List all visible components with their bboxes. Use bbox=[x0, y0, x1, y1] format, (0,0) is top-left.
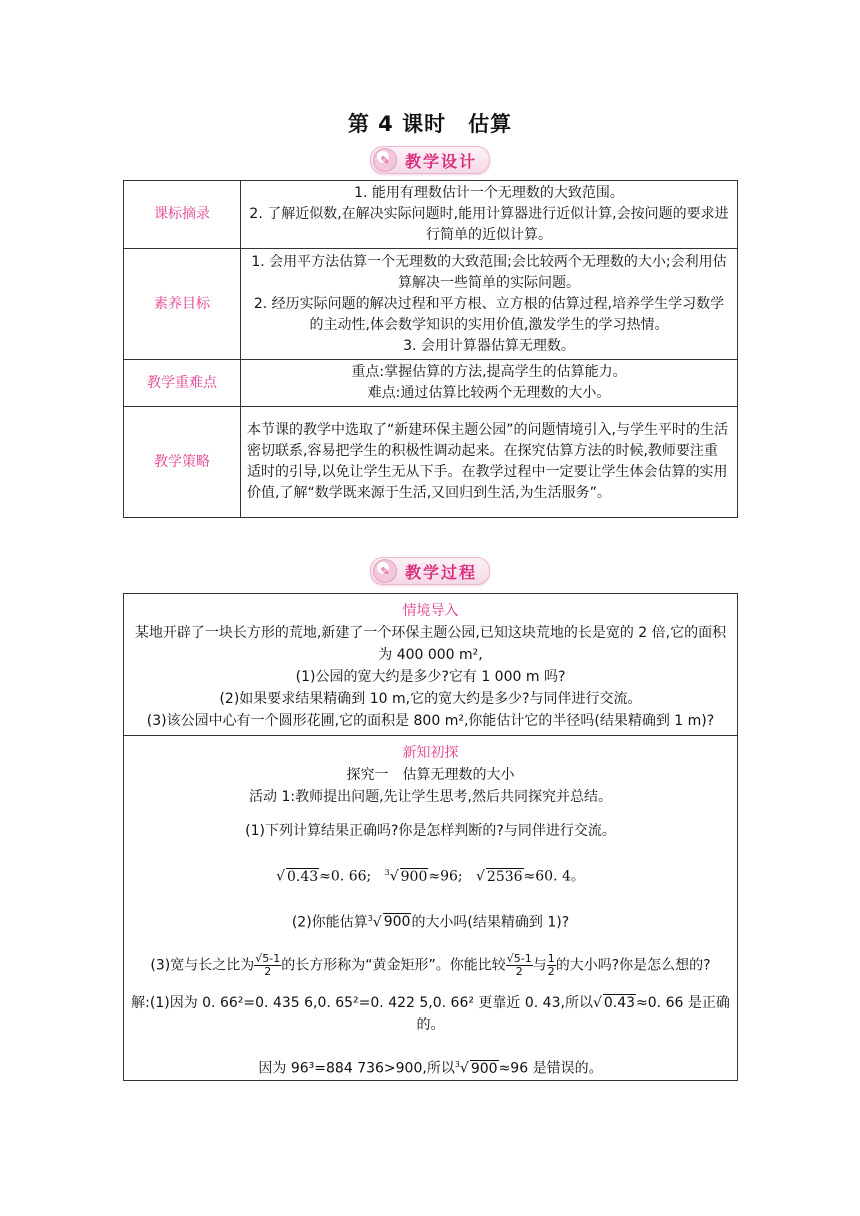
radicand: 0.43 bbox=[287, 868, 319, 885]
expr-text: ≈96; bbox=[428, 868, 463, 885]
banner-label: 教学过程 bbox=[405, 562, 478, 582]
table-row bbox=[124, 407, 738, 518]
text-line: 2. 了解近似数,在解决实际问题时,能用计算器进行近似计算,会按问题的要求进行简单的近似计算。 bbox=[249, 206, 729, 243]
row-head: 课标摘录 bbox=[124, 181, 241, 249]
text: 因为 96³=884 736>900,所以 bbox=[258, 1060, 455, 1077]
text-line: 难点:通过估算比较两个无理数的大小。 bbox=[367, 385, 611, 401]
text: ≈96 是错误的。 bbox=[498, 1060, 603, 1077]
expression-line: √ 0.43≈0. 66; $^3$√ 900≈96; √ 2536≈60. 4。 bbox=[276, 868, 585, 885]
denominator: 2 bbox=[547, 965, 555, 979]
text-line: 本节课的教学中选取了“新建环保主题公园”的问题情境引入,与学生平时的生活密切联系,容易把学生的积极性调动起来。在探究估算方法的时候,教师要注重适时的引导,以免让学生无从下手。在教学过程中一定要让学生体会估算的实用价值,了解“数学既来源于生活,又回归到生活,为生活服务”。 bbox=[247, 422, 728, 501]
page-title: 第 4 课时 估算 bbox=[347, 112, 513, 136]
text-line: 1. 会用平方法估算一个无理数的大致范围;会比较两个无理数的大小;会利用估算解决一些简单的实际问题。 bbox=[251, 253, 727, 291]
book-icon: ✎ bbox=[373, 559, 397, 583]
root-index: 3 bbox=[384, 868, 390, 877]
book-icon: ✎ bbox=[373, 148, 397, 172]
text: 的长方形称为“黄金矩形”。你能比较 bbox=[281, 957, 506, 974]
denominator: 2 bbox=[515, 965, 523, 979]
problem-2: (2)你能估算$^3$√ 900的大小吗(结果精确到 1)? bbox=[291, 913, 570, 931]
row-content bbox=[241, 181, 738, 249]
radicand: 0.43 bbox=[603, 995, 636, 1012]
fraction bbox=[547, 953, 556, 978]
table-row bbox=[124, 181, 738, 249]
solution-1: 解:(1)因为 0. 66²=0. 435 6,0. 65²=0. 422 5,0. 66² 更靠近 0. 43,所以√ 0.43≈0. 66 是正确的。 bbox=[131, 995, 730, 1034]
denominator: 2 bbox=[264, 965, 272, 979]
banner-teaching-design bbox=[370, 146, 490, 174]
expr-text: ≈60. 4。 bbox=[523, 868, 585, 885]
numerator: 1 bbox=[547, 952, 555, 966]
text: (3)宽与长之比为 bbox=[150, 957, 255, 974]
text-line: 2. 经历实际问题的解决过程和平方根、立方根的估算过程,培养学生学习数学的主动性,体会数学知识的实用价值,激发学生的学习热情。 bbox=[253, 295, 725, 333]
fraction bbox=[506, 953, 533, 978]
numerator: √5-1 bbox=[506, 952, 532, 966]
table-row bbox=[124, 249, 738, 360]
text-line: 3. 会用计算器估算无理数。 bbox=[403, 337, 575, 354]
table-row bbox=[124, 360, 738, 407]
radicand: 900 bbox=[470, 1060, 498, 1077]
activity-text: 活动 1:教师提出问题,先让学生思考,然后共同探究并总结。 bbox=[249, 789, 612, 805]
text: 解:(1)因为 0. 66²=0. 435 6,0. 65²=0. 422 5,0. 66² 更靠近 0. 43,所以 bbox=[131, 995, 593, 1012]
expr-text: ≈0. 66; bbox=[319, 868, 372, 885]
problem-1: (1)下列计算结果正确吗?你是怎样判断的?与同伴进行交流。 bbox=[245, 823, 616, 839]
row-head: 教学策略 bbox=[124, 407, 241, 518]
row-head: 素养目标 bbox=[124, 249, 241, 360]
section-title: 新知初探 bbox=[402, 745, 459, 761]
problem-3 bbox=[124, 953, 737, 978]
question-2: (2)如果要求结果精确到 10 m,它的宽大约是多少?与同伴进行交流。 bbox=[219, 691, 642, 707]
row-head: 教学重难点 bbox=[124, 360, 241, 407]
radicand: 900 bbox=[400, 868, 428, 885]
intro-section bbox=[123, 593, 738, 736]
radicand: 900 bbox=[383, 914, 411, 931]
text: 的大小吗(结果精确到 1)? bbox=[411, 914, 570, 931]
numerator: √5-1 bbox=[255, 952, 281, 966]
design-table bbox=[123, 180, 738, 518]
question-3: (3)该公园中心有一个圆形花圃,它的面积是 800 m²,你能估计它的半径吗(结果精确到 1 m)? bbox=[146, 713, 715, 729]
text-line: 1. 能用有理数估计一个无理数的大致范围。 bbox=[354, 185, 624, 201]
text: 的大小吗?你是怎么想的? bbox=[555, 957, 711, 974]
row-content bbox=[241, 407, 738, 518]
new-knowledge-section bbox=[123, 735, 738, 1081]
fraction bbox=[254, 953, 281, 978]
text: 与 bbox=[532, 957, 547, 974]
banner-teaching-process bbox=[370, 557, 490, 585]
text: (2)你能估算 bbox=[291, 914, 368, 931]
section-title: 情境导入 bbox=[402, 603, 459, 619]
question-1: (1)公园的宽大约是多少?它有 1 000 m 吗? bbox=[295, 669, 566, 685]
row-content bbox=[241, 249, 738, 360]
banner-label: 教学设计 bbox=[405, 151, 478, 171]
explore-title: 探究一 估算无理数的大小 bbox=[346, 767, 515, 783]
radicand: 2536 bbox=[486, 868, 523, 885]
row-content bbox=[241, 360, 738, 407]
intro-text: 某地开辟了一块长方形的荒地,新建了一个环保主题公园,已知这块荒地的长是宽的 2 倍,它的面积为 400 000 m², bbox=[134, 625, 727, 663]
solution-2: 因为 96³=884 736>900,所以$^3$√ 900≈96 是错误的。 bbox=[258, 1060, 603, 1077]
text: ≈0. 66 是正确的。 bbox=[416, 995, 730, 1034]
text-line: 重点:掌握估算的方法,提高学生的估算能力。 bbox=[351, 364, 627, 380]
